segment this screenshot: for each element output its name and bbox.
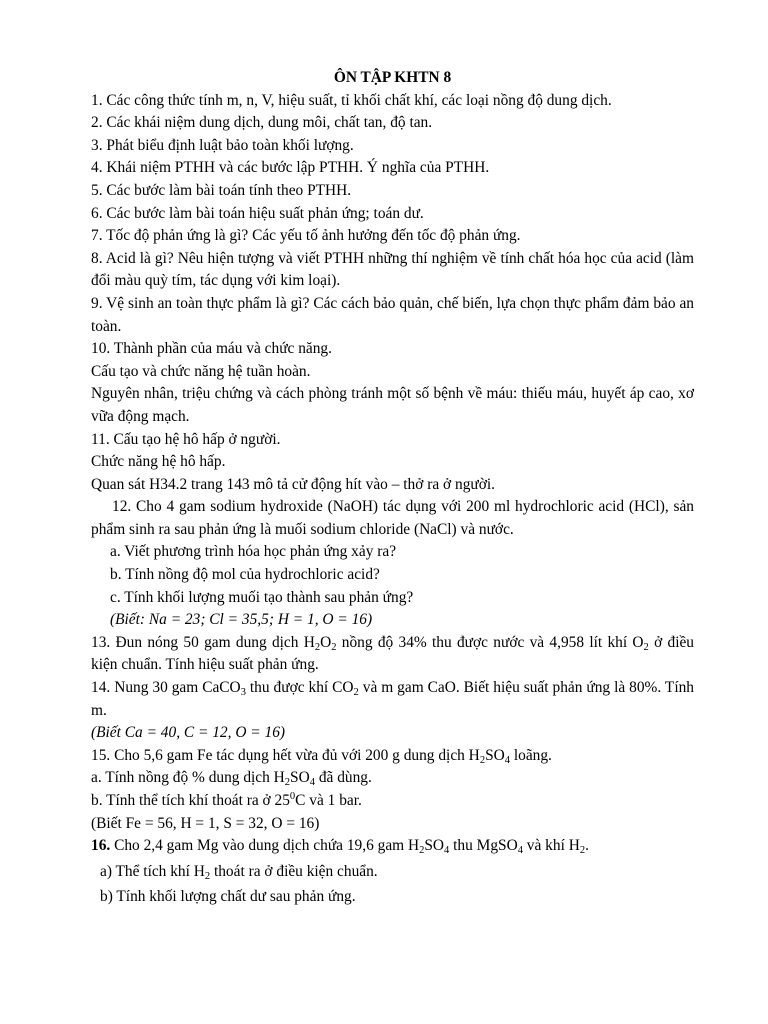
exercise-15-part-a [91, 767, 694, 790]
exercise-15b-text: C và 1 bar. [295, 792, 362, 809]
exercise-14 [91, 677, 694, 722]
subscript: 4 [504, 754, 510, 766]
review-item-6: 6. Các bước làm bài toán hiệu suất phản ứng; toán dư. [91, 204, 424, 222]
subscript: 2 [204, 870, 211, 882]
exercise-16a-text: a) Thể tích khí H [100, 862, 205, 880]
superscript: 0 [289, 791, 296, 802]
review-item-8: 8. Acid là gì? Nêu hiện tượng và viết PTHH những thí nghiệm về tính chất hóa học của acid (làm đổi màu quỳ tím, tác dụng với kim loại). [91, 249, 694, 290]
review-item-10: 10. Thành phần của máu và chức năng. [91, 340, 332, 358]
subscript: 2 [331, 641, 337, 653]
exercise-14-given: (Biết Ca = 40, C = 12, O = 16) [91, 724, 286, 742]
review-item-10-blood-diseases: Nguyên nhân, triệu chứng và cách phòng tránh một số bệnh về máu: thiếu máu, huyết áp cao, xơ vữa động mạch. [91, 385, 694, 425]
exercise-15 [91, 745, 694, 768]
exercise-14-text: và m gam CaO. Biết hiệu suất phản ứng là 80%. Tính m. [91, 679, 694, 719]
exercise-16-part-b: b) Tính khối lượng chất dư sau phản ứng. [100, 888, 356, 906]
exercise-15-text: loãng. [510, 746, 552, 764]
review-item-2: 2. Các khái niệm dung dịch, dung môi, chất tan, độ tan. [91, 114, 433, 132]
exercise-15-part-b [91, 790, 694, 813]
exercise-15-text: SO [485, 746, 505, 764]
review-item-11-observe: Quan sát H34.2 trang 143 mô tả cử động hít vào – thở ra ở người. [91, 475, 495, 493]
exercise-12: 12. Cho 4 gam sodium hydroxide (NaOH) tác dụng với 200 ml hydrochloric acid (HCl), sản phẩm sinh ra sau phản ứng là muối sodium chloride (NaCl) và nước. [91, 498, 694, 538]
review-item-11-function: Chức năng hệ hô hấp. [91, 453, 226, 471]
subscript: 4 [309, 777, 315, 789]
subscript: 2 [579, 845, 586, 857]
exercise-12-part-a: a. Viết phương trình hóa học phản ứng xảy ra? [110, 543, 397, 561]
exercise-13 [91, 632, 694, 677]
exercise-13-text: ở điều kiện chuẩn. Tính hiệu suất phản ứng. [91, 633, 695, 674]
document-body [91, 67, 694, 909]
subscript: 4 [517, 845, 523, 857]
exercise-13-text: O [320, 633, 332, 651]
exercise-15b-text: b. Tính thể tích khí thoát ra ở 25 [91, 792, 290, 809]
subscript: 2 [314, 641, 321, 653]
exercise-15a-text: SO [290, 769, 310, 787]
exercise-13-text: 13. Đun nóng 50 gam dung dịch H [91, 633, 315, 651]
exercise-14-text: thu được khí CO [245, 679, 354, 697]
exercise-15a-text: a. Tính nồng độ % dung dịch H [91, 769, 285, 787]
subscript: 2 [643, 641, 649, 653]
page-title: ÔN TẬP KHTN 8 [333, 69, 452, 86]
exercise-16-part-a [91, 861, 694, 884]
exercise-15-given: (Biết Fe = 56, H = 1, S = 32, O = 16) [91, 814, 320, 832]
review-item-10-circulatory: Cấu tạo và chức năng hệ tuần hoàn. [91, 362, 311, 380]
exercise-12-part-c: c. Tính khối lượng muối tạo thành sau phản ứng? [110, 588, 414, 606]
subscript: 3 [240, 687, 246, 699]
exercise-16-text: thu MgSO [449, 837, 518, 855]
review-item-1: 1. Các công thức tính m, n, V, hiệu suất, tỉ khối chất khí, các loại nồng độ dung dịch. [91, 91, 612, 109]
exercise-14-text: 14. Nung 30 gam CaCO [91, 679, 241, 697]
exercise-16-text: . [585, 837, 589, 855]
exercise-16-text: Cho 2,4 gam Mg vào dung dịch chứa 19,6 gam H [110, 837, 420, 855]
exercise-12-given: (Biết: Na = 23; Cl = 35,5; H = 1, O = 16) [110, 611, 373, 629]
review-item-5: 5. Các bước làm bài toán tính theo PTHH. [91, 181, 352, 199]
exercise-12-part-b: b. Tính nồng độ mol của hydrochloric acid? [110, 566, 380, 584]
review-item-4: 4. Khái niệm PTHH và các bước lập PTHH. Ý nghĩa của PTHH. [91, 159, 490, 177]
subscript: 2 [479, 754, 486, 766]
exercise-16a-text: thoát ra ở điều kiện chuẩn. [210, 862, 378, 880]
review-item-11: 11. Cấu tạo hệ hô hấp ở người. [91, 430, 281, 448]
exercise-13-text: nồng độ 34% thu được nước và 4,958 lít khí O [336, 633, 644, 651]
review-item-9: 9. Vệ sinh an toàn thực phẩm là gì? Các cách bảo quản, chế biến, lựa chọn thực phẩm đảm bảo an toàn. [91, 294, 694, 335]
subscript: 2 [353, 687, 359, 699]
subscript: 2 [419, 845, 425, 857]
exercise-15a-text: đã dùng. [314, 769, 372, 787]
exercise-16-text: và khí H [522, 837, 580, 855]
exercise-16-text: SO [424, 837, 445, 855]
exercise-16-number: 16. [91, 837, 111, 855]
exercise-16 [91, 835, 694, 858]
exercise-15-text: 15. Cho 5,6 gam Fe tác dụng hết vừa đủ với 200 g dung dịch H [91, 746, 480, 764]
subscript: 2 [284, 777, 291, 789]
review-item-3: 3. Phát biểu định luật bảo toàn khối lượng. [91, 136, 354, 154]
review-item-7: 7. Tốc độ phản ứng là gì? Các yếu tố ảnh hưởng đến tốc độ phản ứng. [91, 227, 521, 245]
subscript: 4 [444, 845, 450, 857]
